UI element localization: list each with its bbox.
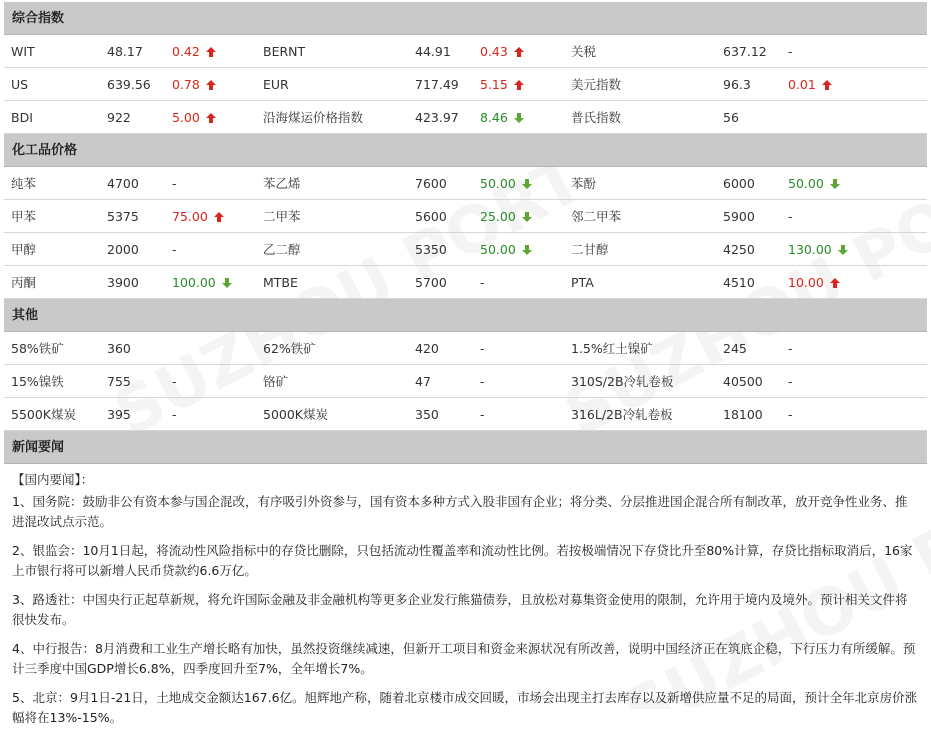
item-change <box>781 101 927 134</box>
item-name: 5500K煤炭 <box>4 398 100 431</box>
item-name: 苯乙烯 <box>256 167 408 200</box>
item-change <box>473 398 564 431</box>
item-value: 755 <box>100 365 165 398</box>
change-value: - <box>172 406 177 422</box>
item-change <box>473 233 564 266</box>
item-value: 96.3 <box>716 68 781 101</box>
item-change <box>473 68 564 101</box>
item-change <box>165 167 256 200</box>
arrow-up-icon <box>205 79 217 91</box>
item-name: 二甘醇 <box>564 233 716 266</box>
item-value: 47 <box>408 365 473 398</box>
news-item: 3、路透社：中国央行正起草新规，将允许国际金融及非金融机构等更多企业发行熊猫债券，且放松对募集资金使用的限制，允许用于境内及境外。预计相关文件将很快发布。 <box>12 592 908 627</box>
item-value: 40500 <box>716 365 781 398</box>
item-name: 5000K煤炭 <box>256 398 408 431</box>
item-value: 2000 <box>100 233 165 266</box>
item-change <box>165 101 256 134</box>
item-value: 395 <box>100 398 165 431</box>
item-change <box>473 101 564 134</box>
table-row <box>4 266 927 299</box>
change-value: - <box>480 274 485 290</box>
arrow-up-icon <box>513 79 525 91</box>
arrow-up-icon <box>205 46 217 58</box>
item-name: 乙二醇 <box>256 233 408 266</box>
change-value: 5.15 <box>480 76 508 92</box>
chemicals-table <box>4 167 927 299</box>
item-name: 丙酮 <box>4 266 100 299</box>
news-item: 1、国务院：鼓励非公有资本参与国企混改，有序吸引外资参与，国有资本多种方式入股非国有企业；将分类、分层推进国企混合所有制改革，放开竞争性业务、推进混改试点示范。 <box>12 494 908 529</box>
change-value: 5.00 <box>172 109 200 125</box>
change-value: - <box>788 208 793 224</box>
section-header-news: 新闻要闻 <box>4 431 927 464</box>
item-name: 二甲苯 <box>256 200 408 233</box>
change-value: 50.00 <box>480 175 516 191</box>
change-value: 25.00 <box>480 208 516 224</box>
item-name: 62%铁矿 <box>256 332 408 365</box>
table-row <box>4 68 927 101</box>
arrow-down-icon <box>521 244 533 256</box>
change-value: - <box>172 241 177 257</box>
item-change <box>165 398 256 431</box>
change-value: 10.00 <box>788 274 824 290</box>
table-row <box>4 233 927 266</box>
item-value: 3900 <box>100 266 165 299</box>
item-change <box>781 266 927 299</box>
item-name: 关税 <box>564 35 716 68</box>
item-change <box>165 266 256 299</box>
table-row <box>4 332 927 365</box>
item-value: 5350 <box>408 233 473 266</box>
item-change <box>165 68 256 101</box>
item-name: 甲苯 <box>4 200 100 233</box>
index-table <box>4 35 927 134</box>
arrow-up-icon <box>829 277 841 289</box>
item-value: 350 <box>408 398 473 431</box>
table-row <box>4 101 927 134</box>
news-item: 4、中行报告：8月消费和工业生产增长略有加快，虽然投资继续减速，但新开工项目和资金来源状况有所改善，说明中国经济正在筑底企稳，下行压力有所缓解。预计三季度中国GDP增长6.8%，四季度回升至7%，全年增长7%。 <box>12 641 916 676</box>
change-value: - <box>480 406 485 422</box>
item-name: 铬矿 <box>256 365 408 398</box>
item-change <box>781 233 927 266</box>
change-value: 0.01 <box>788 76 816 92</box>
news-item: 2、银监会：10月1日起，将流动性风险指标中的存贷比删除，只包括流动性覆盖率和流动性比例。若按极端情况下存贷比升至80%计算，存贷比指标取消后，16家上市银行将可以新增人民币贷款约6.6万亿。 <box>12 543 913 578</box>
news-category: 【国内要闻】： <box>12 472 94 487</box>
news-item: 5、北京：9月1日-21日，土地成交金额达167.6亿。旭辉地产称，随着北京楼市成交回暖，市场会出现主打去库存以及新增供应量不足的局面，预计全年北京房价涨幅将在13%-15%。 <box>12 690 918 725</box>
item-value: 4250 <box>716 233 781 266</box>
item-value: 245 <box>716 332 781 365</box>
table-row <box>4 35 927 68</box>
change-value: 100.00 <box>172 274 216 290</box>
table-row <box>4 167 927 200</box>
arrow-down-icon <box>837 244 849 256</box>
item-value: 360 <box>100 332 165 365</box>
item-change <box>473 35 564 68</box>
item-name: EUR <box>256 68 408 101</box>
change-value: - <box>172 175 177 191</box>
change-value: 0.43 <box>480 43 508 59</box>
item-value: 7600 <box>408 167 473 200</box>
change-value: - <box>480 340 485 356</box>
item-value: 639.56 <box>100 68 165 101</box>
item-name: 普氏指数 <box>564 101 716 134</box>
item-name: 15%镍铁 <box>4 365 100 398</box>
item-name: 310S/2B冷轧卷板 <box>564 365 716 398</box>
arrow-up-icon <box>821 79 833 91</box>
item-value: 5600 <box>408 200 473 233</box>
item-name: 甲醇 <box>4 233 100 266</box>
section-header-chemicals: 化工品价格 <box>4 134 927 167</box>
item-change <box>781 68 927 101</box>
change-value: - <box>480 373 485 389</box>
item-value: 5375 <box>100 200 165 233</box>
item-name: 58%铁矿 <box>4 332 100 365</box>
item-value: 5700 <box>408 266 473 299</box>
item-change <box>781 398 927 431</box>
item-change <box>165 365 256 398</box>
item-name: MTBE <box>256 266 408 299</box>
arrow-down-icon <box>829 178 841 190</box>
item-name: 邻二甲苯 <box>564 200 716 233</box>
table-row <box>4 398 927 431</box>
item-value: 4700 <box>100 167 165 200</box>
item-value: 423.97 <box>408 101 473 134</box>
change-value: - <box>788 340 793 356</box>
section-header-other: 其他 <box>4 299 927 332</box>
change-value: 50.00 <box>788 175 824 191</box>
item-change <box>473 200 564 233</box>
item-value: 717.49 <box>408 68 473 101</box>
item-value: 922 <box>100 101 165 134</box>
item-value: 18100 <box>716 398 781 431</box>
change-value: 8.46 <box>480 109 508 125</box>
arrow-down-icon <box>221 277 233 289</box>
other-table <box>4 332 927 431</box>
item-change <box>781 200 927 233</box>
item-name: PTA <box>564 266 716 299</box>
table-row <box>4 200 927 233</box>
change-value: 50.00 <box>480 241 516 257</box>
item-name: BERNT <box>256 35 408 68</box>
item-change <box>473 167 564 200</box>
table-row <box>4 365 927 398</box>
item-value: 44.91 <box>408 35 473 68</box>
item-change <box>781 332 927 365</box>
item-name: US <box>4 68 100 101</box>
market-panel <box>4 2 927 737</box>
change-value: 130.00 <box>788 241 832 257</box>
item-name: 沿海煤运价格指数 <box>256 101 408 134</box>
arrow-up-icon <box>205 112 217 124</box>
item-name: BDI <box>4 101 100 134</box>
change-value: 0.42 <box>172 43 200 59</box>
item-value: 4510 <box>716 266 781 299</box>
item-change <box>473 332 564 365</box>
item-name: 316L/2B冷轧卷板 <box>564 398 716 431</box>
change-value: - <box>172 373 177 389</box>
change-value: - <box>788 43 793 59</box>
change-value: 75.00 <box>172 208 208 224</box>
item-value: 48.17 <box>100 35 165 68</box>
item-change <box>473 365 564 398</box>
arrow-down-icon <box>513 112 525 124</box>
item-name: 美元指数 <box>564 68 716 101</box>
item-value: 5900 <box>716 200 781 233</box>
item-change <box>473 266 564 299</box>
arrow-up-icon <box>513 46 525 58</box>
item-value: 56 <box>716 101 781 134</box>
item-change <box>165 332 256 365</box>
item-change <box>165 200 256 233</box>
change-value: 0.78 <box>172 76 200 92</box>
arrow-down-icon <box>521 211 533 223</box>
item-name: 1.5%红土镍矿 <box>564 332 716 365</box>
item-value: 637.12 <box>716 35 781 68</box>
item-change <box>781 35 927 68</box>
arrow-up-icon <box>213 211 225 223</box>
item-value: 420 <box>408 332 473 365</box>
item-change <box>781 365 927 398</box>
item-change <box>781 167 927 200</box>
news-list <box>4 464 927 728</box>
change-value: - <box>788 373 793 389</box>
item-value: 6000 <box>716 167 781 200</box>
item-name: 苯酚 <box>564 167 716 200</box>
item-name: WIT <box>4 35 100 68</box>
item-change <box>165 233 256 266</box>
item-name: 纯苯 <box>4 167 100 200</box>
section-header-index: 综合指数 <box>4 2 927 35</box>
change-value: - <box>788 406 793 422</box>
arrow-down-icon <box>521 178 533 190</box>
item-change <box>165 35 256 68</box>
